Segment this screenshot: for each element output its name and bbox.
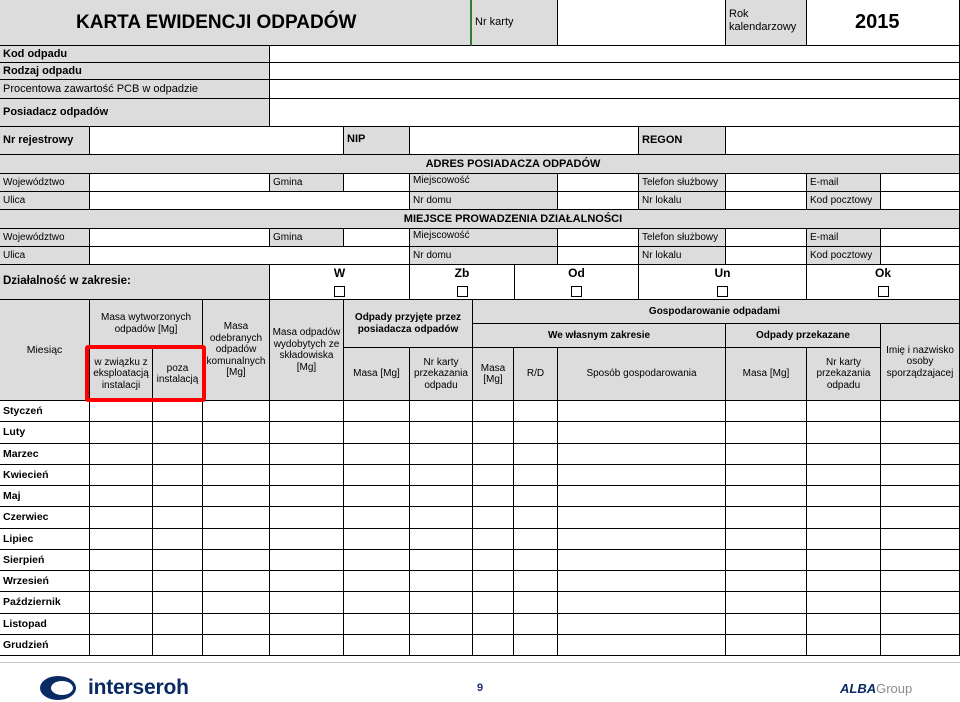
activity-option-od[interactable] (515, 265, 639, 300)
cell-generated-installation[interactable] (90, 486, 153, 507)
cell-rd[interactable] (514, 635, 558, 656)
cell-received-card[interactable] (410, 614, 473, 635)
cell-preparer-name[interactable] (881, 571, 960, 592)
cell-transferred-card[interactable] (807, 486, 881, 507)
cell-landfill-extracted[interactable] (270, 550, 344, 571)
page-number: 9 (476, 682, 484, 694)
cell-own-mass[interactable] (473, 486, 514, 507)
cell-transferred-mass[interactable] (726, 571, 807, 592)
activity-option-w-label: W (333, 266, 346, 280)
place-apartment-field[interactable] (726, 247, 807, 265)
year-label (726, 0, 807, 46)
cell-transferred-mass[interactable] (726, 444, 807, 465)
cell-rd[interactable] (514, 614, 558, 635)
cell-generated-outside[interactable] (153, 444, 203, 465)
cell-rd[interactable] (514, 592, 558, 614)
addr-phone-field[interactable] (726, 174, 807, 192)
cell-received-card[interactable] (410, 486, 473, 507)
cell-own-mass[interactable] (473, 465, 514, 486)
cell-preparer-name[interactable] (881, 592, 960, 614)
addr-street-label: Ulica (0, 192, 90, 210)
cell-preparer-name[interactable] (881, 550, 960, 571)
activity-option-w[interactable] (270, 265, 410, 300)
cell-transferred-card[interactable] (807, 444, 881, 465)
place-street-label: Ulica (0, 247, 90, 265)
cell-generated-outside[interactable] (153, 571, 203, 592)
place-phone-field[interactable] (726, 229, 807, 247)
cell-transferred-card[interactable] (807, 614, 881, 635)
nip-label: NIP (344, 127, 410, 155)
interseroh-logo-text: interseroh (88, 676, 189, 699)
cell-generated-outside[interactable] (153, 486, 203, 507)
place-house-number-label: Nr domu (410, 247, 558, 265)
cell-received-card[interactable] (410, 571, 473, 592)
cell-transferred-mass[interactable] (726, 401, 807, 422)
cell-own-mass[interactable] (473, 422, 514, 444)
activity-checkbox-ok[interactable] (878, 286, 889, 297)
cell-preparer-name[interactable] (881, 529, 960, 550)
cell-rd[interactable] (514, 465, 558, 486)
cell-preparer-name[interactable] (881, 444, 960, 465)
cell-method[interactable] (558, 465, 726, 486)
cell-collected-municipal[interactable] (203, 444, 270, 465)
place-house-number-field[interactable] (558, 247, 639, 265)
cell-collected-municipal[interactable] (203, 486, 270, 507)
regon-label: REGON (639, 127, 726, 155)
activity-checkbox-un[interactable] (717, 286, 728, 297)
alba-logo-bold: ALBA (840, 681, 877, 696)
cell-landfill-extracted[interactable] (270, 571, 344, 592)
card-number-field[interactable] (558, 0, 726, 46)
cell-transferred-card[interactable] (807, 550, 881, 571)
cell-generated-outside[interactable] (153, 465, 203, 486)
cell-transferred-mass[interactable] (726, 614, 807, 635)
cell-method[interactable] (558, 422, 726, 444)
cell-generated-installation[interactable] (90, 401, 153, 422)
cell-collected-municipal[interactable] (203, 614, 270, 635)
addr-voivodeship-label: Województwo (0, 174, 90, 192)
waste-holder-field[interactable] (270, 99, 960, 127)
cell-landfill-extracted[interactable] (270, 507, 344, 529)
cell-transferred-mass[interactable] (726, 465, 807, 486)
cell-landfill-extracted[interactable] (270, 486, 344, 507)
cell-generated-outside[interactable] (153, 422, 203, 444)
addr-apartment-label: Nr lokalu (639, 192, 726, 210)
outside-installation-header: poza instalacją (153, 348, 203, 401)
cell-received-mass[interactable] (344, 486, 410, 507)
month-label: Luty (0, 422, 90, 444)
addr-postal-code-field[interactable] (881, 192, 960, 210)
cell-rd[interactable] (514, 529, 558, 550)
cell-collected-municipal[interactable] (203, 507, 270, 529)
activity-scope-label: Działalność w zakresie: (0, 265, 270, 300)
cell-transferred-mass[interactable] (726, 486, 807, 507)
activity-option-zb-label: Zb (454, 266, 470, 280)
cell-received-card[interactable] (410, 465, 473, 486)
cell-transferred-card[interactable] (807, 592, 881, 614)
place-town-field[interactable] (558, 229, 639, 247)
month-label: Lipiec (0, 529, 90, 550)
alba-logo-group: Group (876, 681, 913, 696)
year-label-line1: Rok (729, 8, 749, 20)
cell-transferred-card[interactable] (807, 635, 881, 656)
cell-own-mass[interactable] (473, 635, 514, 656)
preparer-name-header: Imię i nazwisko osoby sporządzajacej (881, 324, 960, 401)
installation-related-header: w związku z eksploatacją instalacji (90, 348, 153, 401)
collected-municipal-mass-header: Masa odebranych odpadów komunalnych [Mg] (203, 300, 270, 401)
cell-transferred-mass[interactable] (726, 529, 807, 550)
cell-landfill-extracted[interactable] (270, 444, 344, 465)
place-voivodeship-field[interactable] (90, 229, 270, 247)
cell-preparer-name[interactable] (881, 422, 960, 444)
cell-landfill-extracted[interactable] (270, 465, 344, 486)
addr-town-label: Miejscowość (410, 174, 558, 192)
cell-received-mass[interactable] (344, 529, 410, 550)
cell-own-mass[interactable] (473, 614, 514, 635)
footer-divider (0, 662, 960, 663)
cell-transferred-card[interactable] (807, 571, 881, 592)
pcb-percentage-field[interactable] (270, 80, 960, 99)
cell-generated-installation[interactable] (90, 444, 153, 465)
cell-collected-municipal[interactable] (203, 529, 270, 550)
rd-header: R/D (514, 348, 558, 401)
transferred-mass-header: Masa [Mg] (726, 348, 807, 401)
cell-received-mass[interactable] (344, 401, 410, 422)
cell-collected-municipal[interactable] (203, 635, 270, 656)
month-label: Styczeń (0, 401, 90, 422)
cell-received-card[interactable] (410, 592, 473, 614)
addr-commune-label: Gmina (270, 174, 344, 192)
interseroh-logo-mark (40, 676, 78, 700)
addr-street-field[interactable] (90, 192, 410, 210)
cell-collected-municipal[interactable] (203, 550, 270, 571)
cell-generated-outside[interactable] (153, 614, 203, 635)
addr-commune-field[interactable] (344, 174, 410, 192)
cell-rd[interactable] (514, 507, 558, 529)
addr-house-number-field[interactable] (558, 192, 639, 210)
cell-collected-municipal[interactable] (203, 401, 270, 422)
year-label-line2: kalendarzowy (729, 20, 797, 33)
cell-preparer-name[interactable] (881, 614, 960, 635)
month-label: Wrzesień (0, 571, 90, 592)
cell-transferred-card[interactable] (807, 422, 881, 444)
addr-postal-code-label: Kod pocztowy (807, 192, 881, 210)
cell-generated-outside[interactable] (153, 550, 203, 571)
cell-own-mass[interactable] (473, 550, 514, 571)
highlight-box (85, 345, 206, 402)
cell-method[interactable] (558, 614, 726, 635)
cell-generated-installation[interactable] (90, 550, 153, 571)
cell-transferred-mass[interactable] (726, 507, 807, 529)
place-street-field[interactable] (90, 247, 410, 265)
month-label: Listopad (0, 614, 90, 635)
cell-method[interactable] (558, 529, 726, 550)
place-postal-code-label: Kod pocztowy (807, 247, 881, 265)
activity-checkbox-od[interactable] (571, 286, 582, 297)
nip-field[interactable] (410, 127, 639, 155)
waste-type-label: Rodzaj odpadu (0, 63, 270, 80)
cell-received-mass[interactable] (344, 635, 410, 656)
cell-rd[interactable] (514, 571, 558, 592)
cell-received-card[interactable] (410, 507, 473, 529)
cell-own-mass[interactable] (473, 507, 514, 529)
transferred-waste-header: Odpady przekazane (726, 324, 881, 348)
addr-email-field[interactable] (881, 174, 960, 192)
registry-number-field[interactable] (90, 127, 344, 155)
month-label: Czerwiec (0, 507, 90, 529)
cell-collected-municipal[interactable] (203, 592, 270, 614)
waste-code-label: Kod odpadu (0, 46, 270, 63)
cell-method[interactable] (558, 571, 726, 592)
addr-town-field[interactable] (558, 174, 639, 192)
interseroh-logo (40, 676, 189, 700)
place-postal-code-field[interactable] (881, 247, 960, 265)
business-place-title: MIEJSCE PROWADZENIA DZIAŁALNOŚCI (0, 210, 960, 229)
cell-generated-outside[interactable] (153, 529, 203, 550)
cell-own-mass[interactable] (473, 444, 514, 465)
own-scope-header: We własnym zakresie (473, 324, 726, 348)
cell-preparer-name[interactable] (881, 635, 960, 656)
addr-house-number-label: Nr domu (410, 192, 558, 210)
cell-generated-installation[interactable] (90, 571, 153, 592)
month-label: Sierpień (0, 550, 90, 571)
cell-received-card[interactable] (410, 422, 473, 444)
cell-transferred-card[interactable] (807, 465, 881, 486)
cell-generated-installation[interactable] (90, 529, 153, 550)
place-email-field[interactable] (881, 229, 960, 247)
cell-generated-installation[interactable] (90, 422, 153, 444)
addr-apartment-field[interactable] (726, 192, 807, 210)
cell-generated-outside[interactable] (153, 401, 203, 422)
place-voivodeship-label: Województwo (0, 229, 90, 247)
cell-method[interactable] (558, 592, 726, 614)
received-waste-header: Odpady przyjęte przez posiadacza odpadów (344, 300, 473, 348)
place-commune-field[interactable] (344, 229, 410, 247)
generated-mass-header: Masa wytworzonych odpadów [Mg] (90, 300, 203, 348)
cell-transferred-mass[interactable] (726, 635, 807, 656)
addr-voivodeship-field[interactable] (90, 174, 270, 192)
cell-generated-installation[interactable] (90, 614, 153, 635)
addr-email-label: E-mail (807, 174, 881, 192)
cell-rd[interactable] (514, 444, 558, 465)
cell-own-mass[interactable] (473, 592, 514, 614)
cell-landfill-extracted[interactable] (270, 614, 344, 635)
activity-checkbox-w[interactable] (334, 286, 345, 297)
received-card-number-header: Nr karty przekazania odpadu (410, 348, 473, 401)
cell-landfill-extracted[interactable] (270, 422, 344, 444)
place-email-label: E-mail (807, 229, 881, 247)
cell-method[interactable] (558, 486, 726, 507)
activity-option-zb[interactable] (410, 265, 515, 300)
cell-received-mass[interactable] (344, 550, 410, 571)
place-commune-label: Gmina (270, 229, 344, 247)
cell-method[interactable] (558, 401, 726, 422)
cell-received-mass[interactable] (344, 444, 410, 465)
cell-rd[interactable] (514, 401, 558, 422)
cell-own-mass[interactable] (473, 401, 514, 422)
waste-holder-label: Posiadacz odpadów (0, 99, 270, 127)
cell-collected-municipal[interactable] (203, 422, 270, 444)
cell-own-mass[interactable] (473, 571, 514, 592)
month-label: Marzec (0, 444, 90, 465)
cell-transferred-card[interactable] (807, 401, 881, 422)
waste-code-field[interactable] (270, 46, 960, 63)
month-label: Grudzień (0, 635, 90, 656)
place-phone-label: Telefon służbowy (639, 229, 726, 247)
activity-option-un[interactable] (639, 265, 807, 300)
card-title: KARTA EWIDENCJI ODPADÓW (0, 0, 472, 46)
registry-number-label: Nr rejestrowy (0, 127, 90, 155)
waste-management-header: Gospodarowanie odpadami (473, 300, 960, 324)
cell-received-card[interactable] (410, 635, 473, 656)
activity-option-ok[interactable] (807, 265, 960, 300)
received-mass-header: Masa [Mg] (344, 348, 410, 401)
landfill-extracted-mass-header: Masa odpadów wydobytych ze składowiska [Mg] (270, 300, 344, 401)
cell-transferred-mass[interactable] (726, 592, 807, 614)
cell-collected-municipal[interactable] (203, 465, 270, 486)
cell-received-card[interactable] (410, 401, 473, 422)
own-mass-header: Masa [Mg] (473, 348, 514, 401)
transferred-card-number-header: Nr karty przekazania odpadu (807, 348, 881, 401)
month-label: Październik (0, 592, 90, 614)
month-header: Miesiąc (0, 300, 90, 401)
cell-received-card[interactable] (410, 444, 473, 465)
cell-collected-municipal[interactable] (203, 571, 270, 592)
year-value[interactable]: 2015 (807, 0, 960, 46)
cell-landfill-extracted[interactable] (270, 529, 344, 550)
place-town-label: Miejscowość (410, 229, 558, 247)
cell-received-mass[interactable] (344, 507, 410, 529)
cell-transferred-card[interactable] (807, 529, 881, 550)
card-number-label: Nr karty (472, 0, 558, 46)
cell-received-card[interactable] (410, 529, 473, 550)
cell-received-card[interactable] (410, 550, 473, 571)
cell-rd[interactable] (514, 550, 558, 571)
cell-transferred-card[interactable] (807, 507, 881, 529)
activity-checkbox-zb[interactable] (457, 286, 468, 297)
cell-generated-installation[interactable] (90, 465, 153, 486)
month-label: Kwiecień (0, 465, 90, 486)
holder-address-title: ADRES POSIADACZA ODPADÓW (0, 155, 960, 174)
activity-option-un-label: Un (714, 266, 731, 280)
cell-method[interactable] (558, 635, 726, 656)
cell-preparer-name[interactable] (881, 507, 960, 529)
cell-rd[interactable] (514, 422, 558, 444)
cell-own-mass[interactable] (473, 529, 514, 550)
cell-transferred-mass[interactable] (726, 422, 807, 444)
regon-field[interactable] (726, 127, 960, 155)
waste-type-field[interactable] (270, 63, 960, 80)
cell-method[interactable] (558, 550, 726, 571)
cell-landfill-extracted[interactable] (270, 635, 344, 656)
cell-preparer-name[interactable] (881, 401, 960, 422)
cell-generated-outside[interactable] (153, 507, 203, 529)
cell-generated-outside[interactable] (153, 635, 203, 656)
cell-method[interactable] (558, 444, 726, 465)
cell-received-mass[interactable] (344, 422, 410, 444)
cell-method[interactable] (558, 507, 726, 529)
cell-generated-installation[interactable] (90, 635, 153, 656)
cell-rd[interactable] (514, 486, 558, 507)
cell-received-mass[interactable] (344, 571, 410, 592)
cell-received-mass[interactable] (344, 465, 410, 486)
cell-landfill-extracted[interactable] (270, 592, 344, 614)
addr-phone-label: Telefon służbowy (639, 174, 726, 192)
cell-received-mass[interactable] (344, 592, 410, 614)
cell-preparer-name[interactable] (881, 465, 960, 486)
activity-option-ok-label: Ok (874, 266, 891, 280)
month-label: Maj (0, 486, 90, 507)
cell-landfill-extracted[interactable] (270, 401, 344, 422)
management-method-header: Sposób gospodarowania (558, 348, 726, 401)
cell-generated-installation[interactable] (90, 507, 153, 529)
cell-generated-outside[interactable] (153, 592, 203, 614)
cell-generated-installation[interactable] (90, 592, 153, 614)
cell-received-mass[interactable] (344, 614, 410, 635)
cell-transferred-mass[interactable] (726, 550, 807, 571)
alba-group-logo (840, 681, 912, 696)
pcb-percentage-label: Procentowa zawartość PCB w odpadzie (0, 80, 270, 99)
activity-option-od-label: Od (568, 266, 585, 280)
cell-preparer-name[interactable] (881, 486, 960, 507)
place-apartment-label: Nr lokalu (639, 247, 726, 265)
